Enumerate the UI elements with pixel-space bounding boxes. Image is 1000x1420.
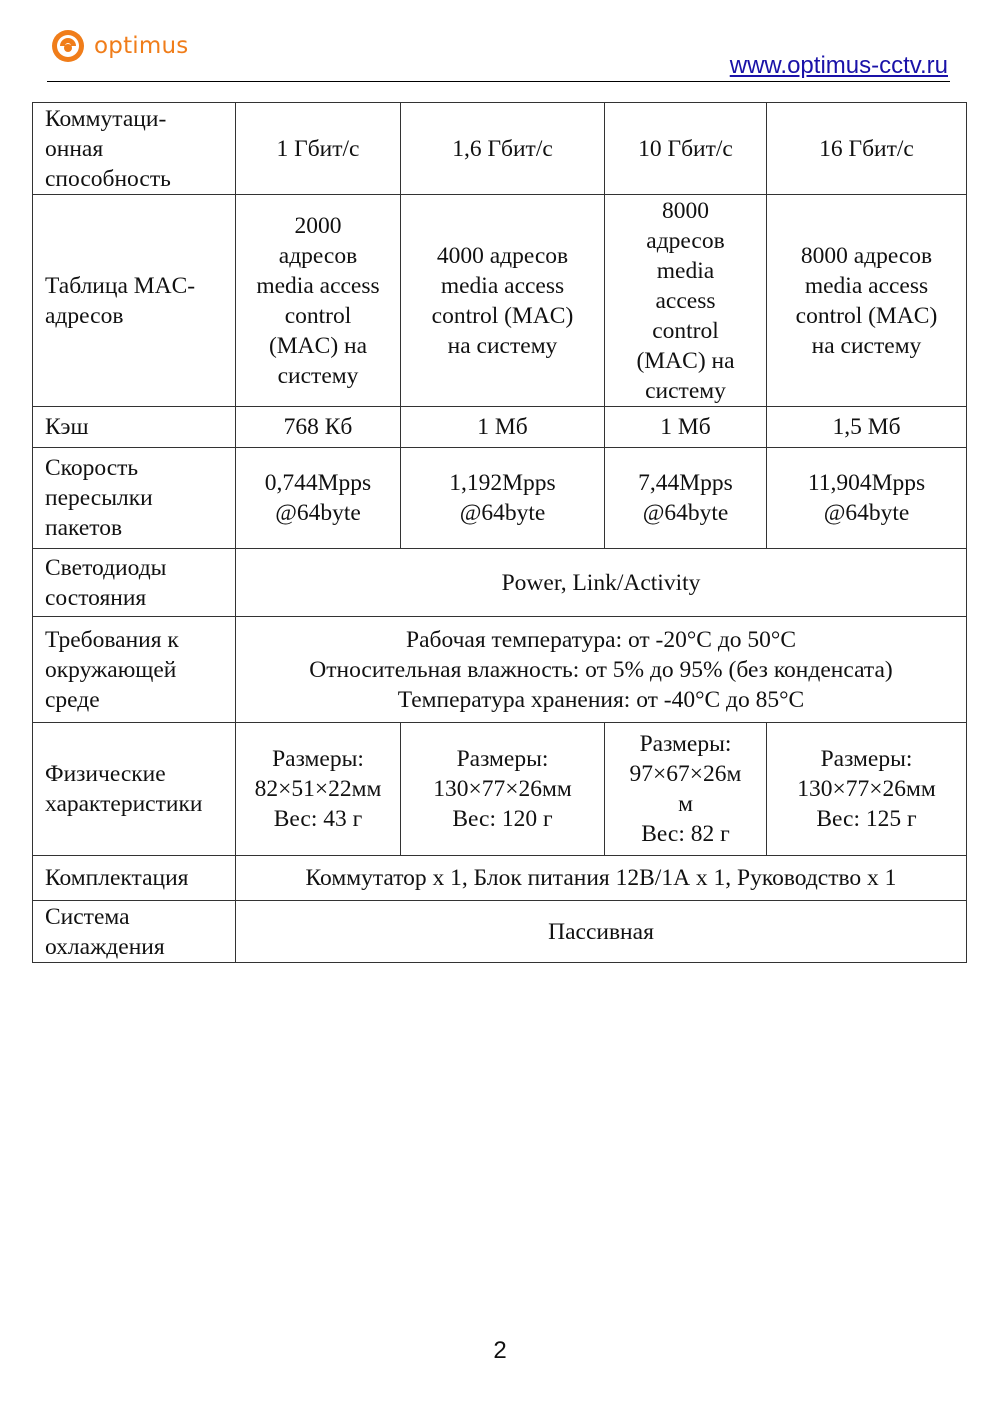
value-line: media access <box>804 272 929 299</box>
value-line: систему <box>277 362 359 389</box>
param-label-line: Скорость <box>45 455 139 481</box>
value-cell <box>401 448 605 549</box>
value-cell: 768 Кб <box>236 407 401 448</box>
value-line: Вес: 82 г <box>641 821 730 847</box>
value-cell: Коммутатор x 1, Блок питания 12В/1А x 1, Руководство x 1 <box>236 856 967 901</box>
value-cell: 1,6 Гбит/с <box>401 103 605 195</box>
value-line: на систему <box>447 332 558 359</box>
param-label-line: окружающей <box>45 656 177 683</box>
value-cell: 1 Гбит/с <box>236 103 401 195</box>
value-line: Вес: 125 г <box>816 806 917 832</box>
value-line: control (MAC) <box>795 302 938 329</box>
value-line: media access <box>256 272 380 299</box>
value-cell <box>401 195 605 407</box>
value-line: систему <box>645 377 726 404</box>
value-line: Относительная влажность: от 5% до 95% (без конденсата) <box>309 656 893 683</box>
optimus-logo <box>50 28 188 64</box>
header-divider <box>47 81 950 82</box>
value-line: адресов <box>646 227 725 254</box>
value-line: Размеры: <box>272 746 364 772</box>
value-cell: 16 Гбит/с <box>767 103 967 195</box>
value-line: 4000 адресов <box>436 242 569 269</box>
value-line: 130×77×26мм <box>797 776 936 802</box>
param-environment <box>33 617 236 723</box>
param-label-line: Светодиоды <box>45 554 167 581</box>
value-cell <box>767 195 967 407</box>
spec-row-physical <box>33 723 967 856</box>
value-line: 11,904Mpps <box>807 470 926 496</box>
value-line: @64byte <box>275 500 361 526</box>
value-cell <box>767 448 967 549</box>
value-cell <box>605 195 767 407</box>
value-cell <box>236 195 401 407</box>
param-label-line: Система <box>45 903 130 930</box>
value-line: control <box>652 317 719 344</box>
value-cell <box>236 617 967 723</box>
param-label-line: охлаждения <box>45 933 165 960</box>
param-forwarding-rate <box>33 448 236 549</box>
param-label-line: состояния <box>45 584 147 611</box>
value-cell: 10 Гбит/с <box>605 103 767 195</box>
value-cell <box>605 448 767 549</box>
spec-table <box>32 102 967 963</box>
spec-row-status-leds <box>33 549 967 617</box>
param-physical <box>33 723 236 856</box>
value-line: @64byte <box>823 500 910 526</box>
site-url-link[interactable]: www.optimus-cctv.ru <box>729 52 948 79</box>
param-label-line: Требования к <box>45 626 179 653</box>
param-label-line: адресов <box>45 302 124 329</box>
param-label-line: способность <box>45 165 171 192</box>
value-line: 97×67×26м <box>629 761 742 787</box>
value-cell <box>236 448 401 549</box>
param-package: Комплектация <box>33 856 236 901</box>
value-line: media access <box>440 272 565 299</box>
value-line: 2000 <box>294 212 342 239</box>
value-line: control <box>284 302 352 329</box>
value-line: Вес: 43 г <box>273 806 363 832</box>
param-label-line: характеристики <box>45 791 203 817</box>
value-cell: 1,5 Мб <box>767 407 967 448</box>
value-cell <box>605 723 767 856</box>
value-line: access <box>655 287 716 314</box>
value-cell <box>401 723 605 856</box>
value-cell: 1 Мб <box>401 407 605 448</box>
value-line: 130×77×26мм <box>433 776 572 802</box>
value-line: Размеры: <box>639 731 732 757</box>
value-line: Вес: 120 г <box>452 806 553 832</box>
value-line: media <box>656 257 715 284</box>
spec-row-forwarding-rate <box>33 448 967 549</box>
value-line: м <box>678 791 693 817</box>
param-label-line: Коммутаци- <box>45 105 167 132</box>
param-cooling <box>33 901 236 963</box>
value-line: 7,44Mpps <box>638 470 733 496</box>
param-mac-table <box>33 195 236 407</box>
value-line: 8000 <box>662 197 709 224</box>
param-status-leds <box>33 549 236 617</box>
value-line: 82×51×22мм <box>254 776 382 802</box>
value-cell: Power, Link/Activity <box>236 549 967 617</box>
spec-row-cache <box>33 407 967 448</box>
spec-row-mac-table <box>33 195 967 407</box>
value-line: адресов <box>278 242 358 269</box>
param-label-line: среде <box>45 686 100 713</box>
value-cell: 1 Мб <box>605 407 767 448</box>
param-label-line: пакетов <box>45 515 123 541</box>
spec-row-cooling <box>33 901 967 963</box>
page-number: 2 <box>493 1337 507 1364</box>
value-cell <box>767 723 967 856</box>
value-line: @64byte <box>642 500 729 526</box>
optimus-logo-icon <box>50 28 86 64</box>
value-line: Размеры: <box>456 746 549 772</box>
spec-row-switching-capacity <box>33 103 967 195</box>
value-line: на систему <box>811 332 922 359</box>
value-line: Температура хранения: от -40°C до 85°C <box>397 686 805 713</box>
param-label-line: Физические <box>45 761 166 787</box>
value-line: control (MAC) <box>431 302 574 329</box>
spec-row-package <box>33 856 967 901</box>
value-line: Размеры: <box>820 746 913 772</box>
value-line: (MAC) на <box>268 332 368 359</box>
param-switching-capacity <box>33 103 236 195</box>
value-line: 0,744Mpps <box>264 470 372 496</box>
value-line: @64byte <box>459 500 546 526</box>
logo-text: optimus <box>94 33 189 59</box>
value-line: 1,192Mpps <box>449 470 556 496</box>
param-label-line: пересылки <box>45 485 153 511</box>
value-line: Рабочая температура: от -20°C до 50°C <box>406 626 796 653</box>
spec-row-environment <box>33 617 967 723</box>
param-label-line: онная <box>45 135 104 162</box>
param-label-line: Таблица MAC- <box>45 272 196 299</box>
value-cell: Пассивная <box>236 901 967 963</box>
value-line: (MAC) на <box>636 347 735 374</box>
value-cell <box>236 723 401 856</box>
param-cache: Кэш <box>33 407 236 448</box>
value-line: 8000 адресов <box>800 242 933 269</box>
